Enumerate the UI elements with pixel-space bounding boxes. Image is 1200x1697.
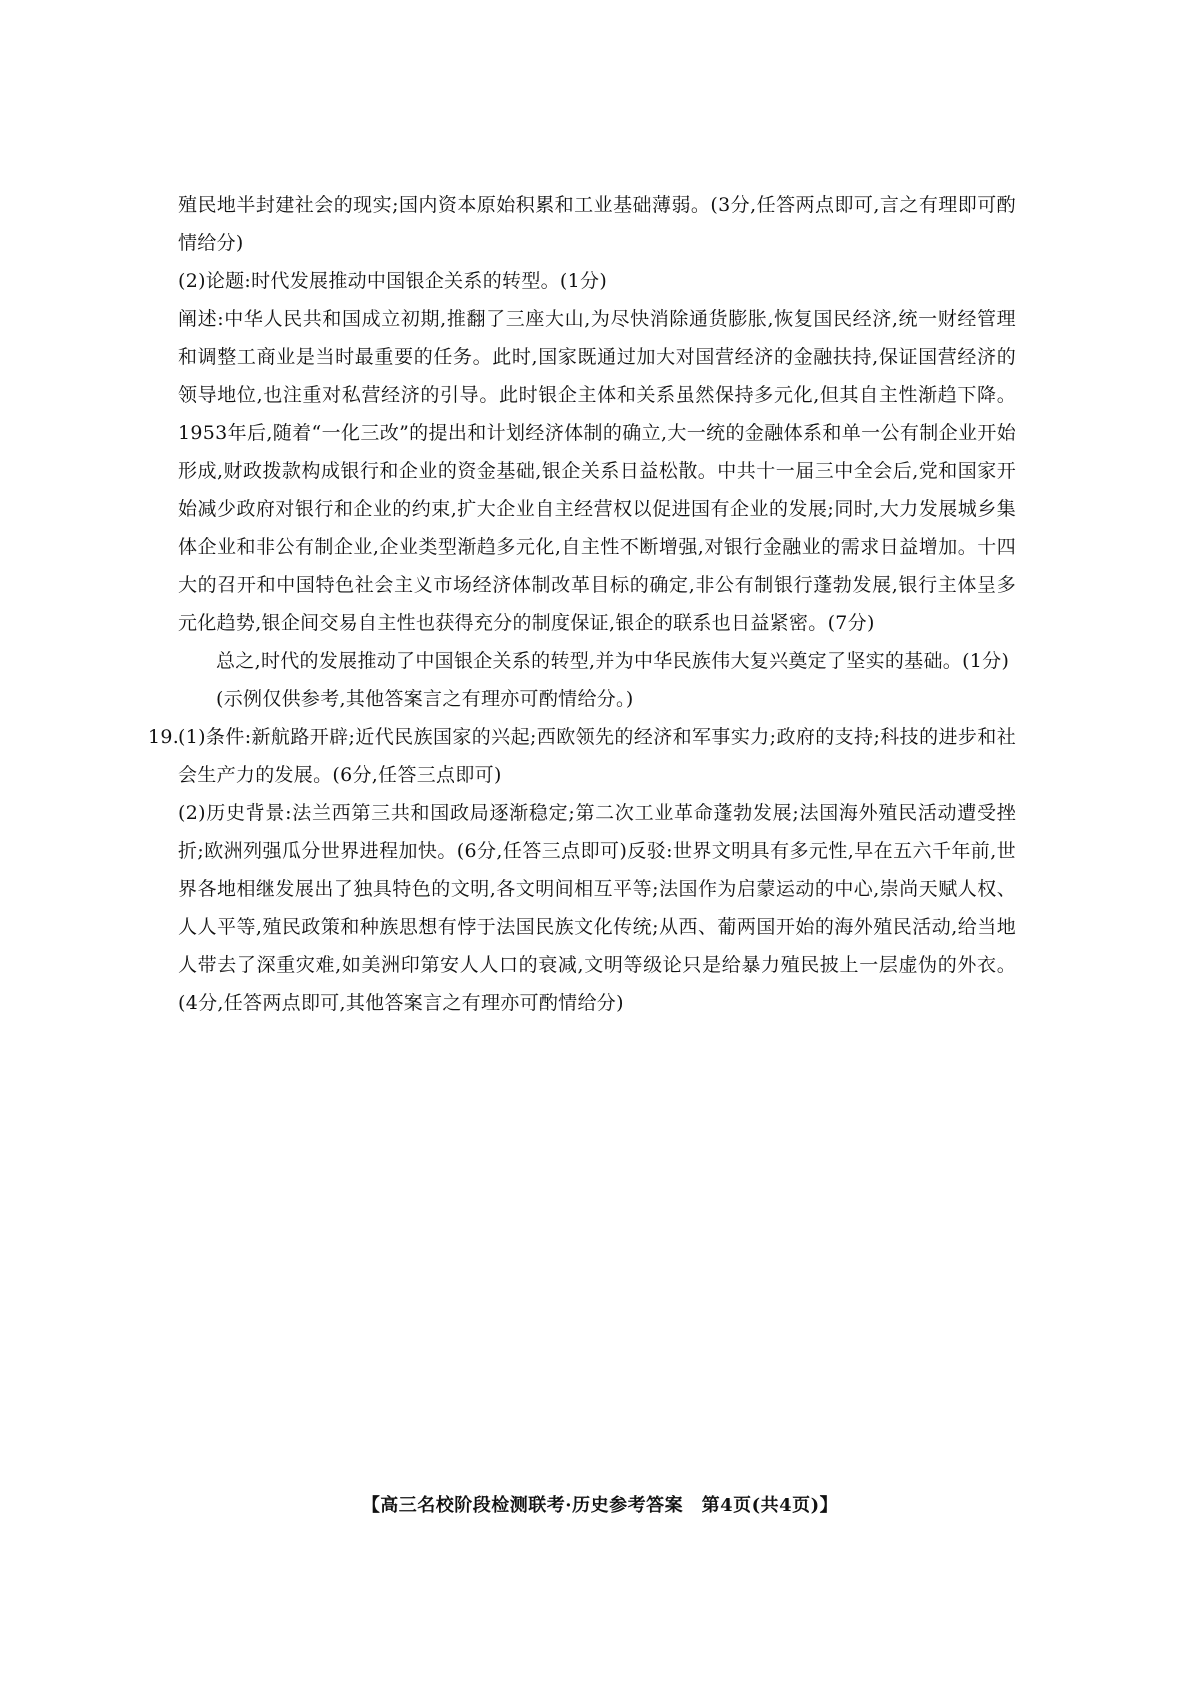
question-number-19: 19. xyxy=(148,726,180,748)
answer-paragraph-q18-2-thesis: (2)论题:时代发展推动中国银企关系的转型。(1分) xyxy=(178,270,608,292)
answer-paragraph-q18-1-tail: 殖民地半封建社会的现实;国内资本原始积累和工业基础薄弱。(3分,任答两点即可,言之有理即可酌情给分) xyxy=(178,194,1016,254)
answer-paragraph-q19-1 xyxy=(148,718,1016,794)
answer-paragraph-q18-2-note: (示例仅供参考,其他答案言之有理亦可酌情给分。) xyxy=(216,688,634,710)
answer-paragraph-q18-2-conclusion: 总之,时代的发展推动了中国银企关系的转型,并为中华民族伟大复兴奠定了坚实的基础。(1分) xyxy=(216,650,1010,672)
page-footer: 【高三名校阶段检测联考·历史参考答案 第4页(共4页)】 xyxy=(361,1495,839,1516)
answer-paragraph-q18-2-argument: 阐述:中华人民共和国成立初期,推翻了三座大山,为尽快消除通货膨胀,恢复国民经济,统一财经管理和调整工商业是当时最重要的任务。此时,国家既通过加大对国营经济的金融扶持,保证国营经济的领导地位,也注重对私营经济的引导。此时银企主体和关系虽然保持多元化,但其自主性渐趋下降。1953年后,随着“一化三改”的提出和计划经济体制的确立,大一统的金融体系和单一公有制企业开始形成,财政拨款构成银行和企业的资金基础,银企关系日益松散。中共十一届三中全会后,党和国家开始减少政府对银行和企业的约束,扩大企业自主经营权以促进国有企业的发展;同时,大力发展城乡集体企业和非公有制企业,企业类型渐趋多元化,自主性不断增强,对银行金融业的需求日益增加。十四大的召开和中国特色社会主义市场经济体制改革目标的确定,非公有制银行蓬勃发展,银行主体呈多元化趋势,银企间交易自主性也获得充分的制度保证,银企的联系也日益紧密。(7分) xyxy=(178,308,1016,634)
answer-text-q19-1: (1)条件:新航路开辟;近代民族国家的兴起;西欧领先的经济和军事实力;政府的支持;科技的进步和社会生产力的发展。(6分,任答三点即可) xyxy=(178,726,1016,786)
answer-paragraph-q19-2: (2)历史背景:法兰西第三共和国政局逐渐稳定;第二次工业革命蓬勃发展;法国海外殖民活动遭受挫折;欧洲列强瓜分世界进程加快。(6分,任答三点即可)反驳:世界文明具有多元性,早在五六千年前,世界各地相继发展出了独具特色的文明,各文明间相互平等;法国作为启蒙运动的中心,崇尚天赋人权、人人平等,殖民政策和种族思想有悖于法国民族文化传统;从西、葡两国开始的海外殖民活动,给当地人带去了深重灾难,如美洲印第安人人口的衰减,文明等级论只是给暴力殖民披上一层虚伪的外衣。(4分,任答两点即可,其他答案言之有理亦可酌情给分) xyxy=(178,802,1016,1014)
answer-content xyxy=(148,186,1016,1022)
